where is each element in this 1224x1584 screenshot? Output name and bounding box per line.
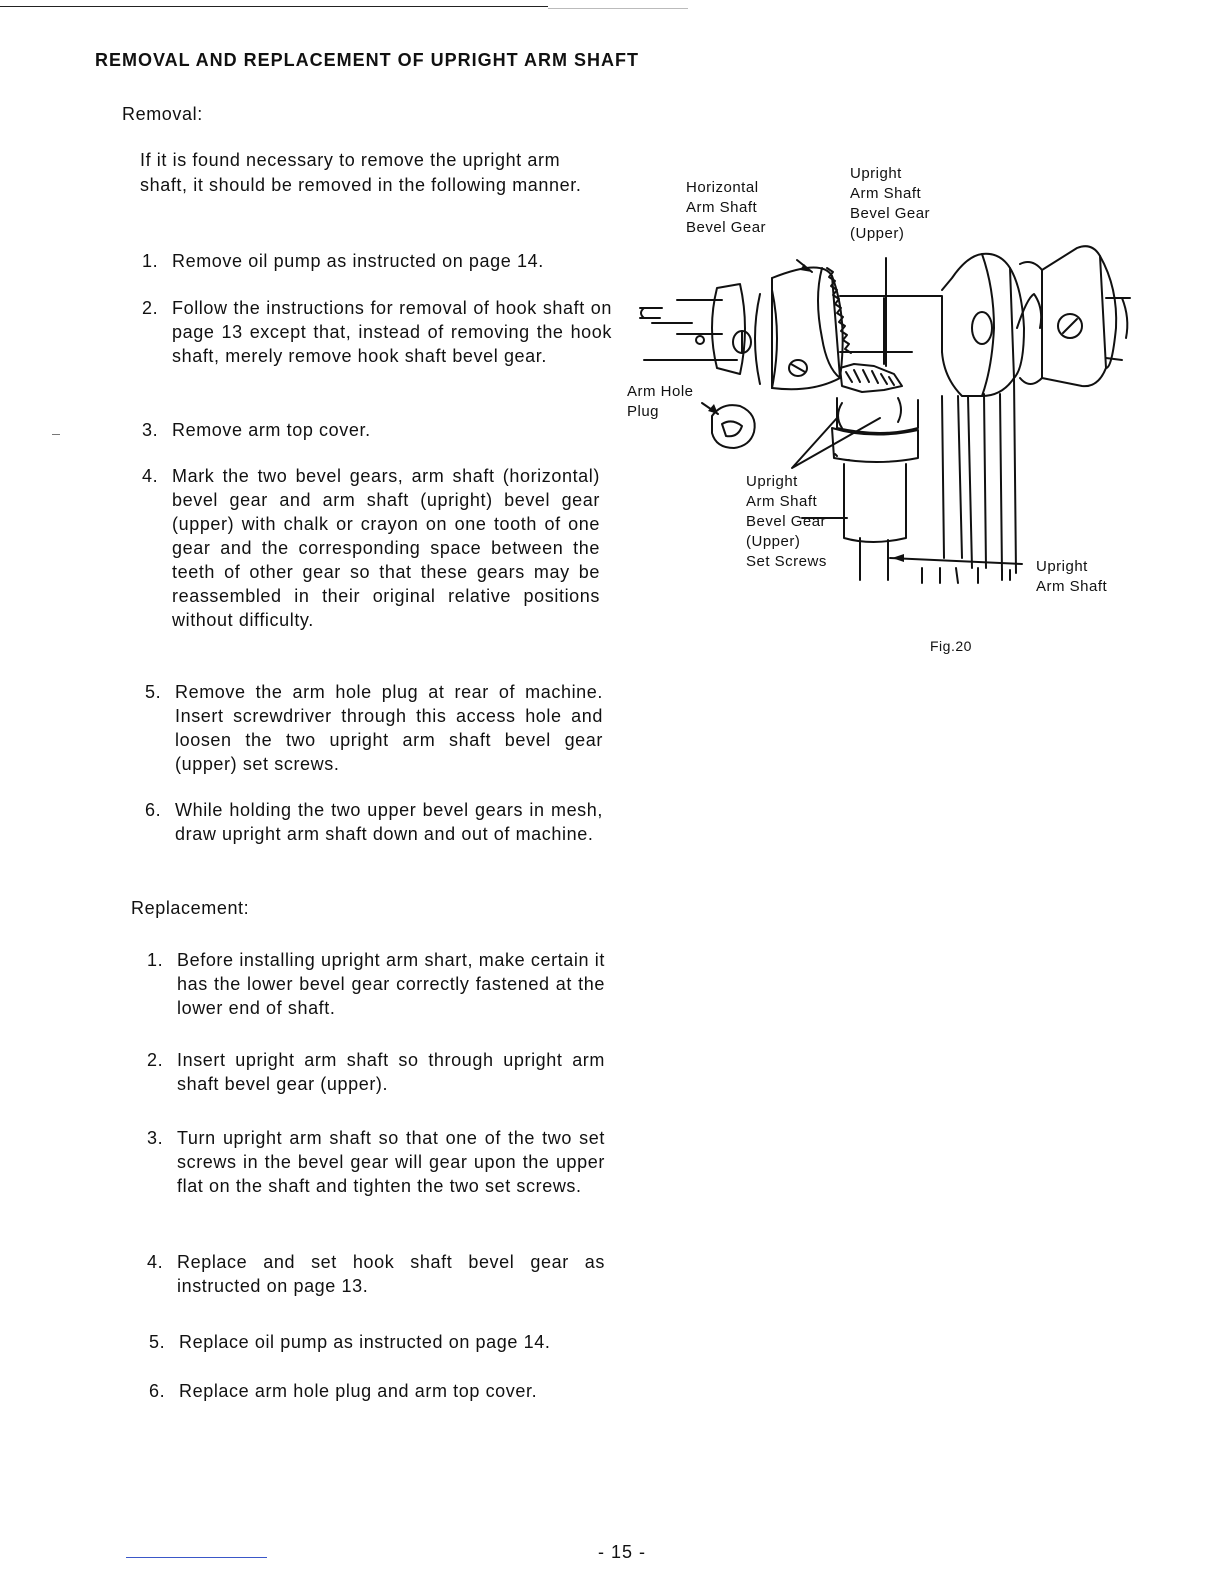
step-text: Insert upright arm shaft so through upright arm shaft bevel gear (upper).: [177, 1050, 605, 1094]
top-rule-faint: [548, 8, 688, 9]
step-text: Follow the instructions for removal of hook shaft on page 13 except that, instead of removing the hook shaft, merely remove hook shaft bevel gear.: [172, 298, 612, 366]
removal-step-1: [142, 249, 612, 273]
footer-link-line: [126, 1557, 267, 1558]
figure-caption: Fig.20: [930, 638, 972, 654]
step-number: 4.: [147, 1252, 164, 1272]
label-set-screws: Upright Arm Shaft Bevel Gear (Upper) Set Screws: [746, 473, 827, 570]
step-text: Remove arm top cover.: [172, 420, 371, 440]
step-text: Replace oil pump as instructed on page 14.: [179, 1332, 551, 1352]
label-horizontal-gear: Horizontal Arm Shaft Bevel Gear: [686, 179, 767, 236]
page-title: REMOVAL AND REPLACEMENT OF UPRIGHT ARM SHAFT: [95, 50, 639, 70]
label-upright-shaft: Upright Arm Shaft: [1036, 558, 1108, 595]
upright-arm-shaft-figure: [622, 228, 1132, 598]
step-text: Replace and set hook shaft bevel gear as instructed on page 13.: [177, 1252, 605, 1296]
step-number: 2.: [142, 298, 159, 318]
removal-heading: Removal:: [122, 104, 203, 124]
step-number: 4.: [142, 466, 159, 486]
step-number: 6.: [145, 800, 162, 820]
step-text: Remove oil pump as instructed on page 14.: [172, 251, 544, 271]
step-number: 5.: [149, 1332, 166, 1352]
step-text: Mark the two bevel gears, arm shaft (horizontal) bevel gear and arm shaft (upright) bevel gear (upper) with chalk or crayon on one tooth of one gear and the corresponding space between the teeth of other gear so that these gears may be reassembled in their original relative positions without difficulty.: [172, 466, 600, 630]
replacement-step-6: [149, 1379, 609, 1403]
removal-step-6: [145, 798, 603, 846]
replacement-step-4: [147, 1250, 605, 1298]
removal-step-3: [142, 418, 612, 442]
step-text: Remove the arm hole plug at rear of machine. Insert screwdriver through this access hole and loosen the two upright arm shaft bevel gear (upper) set screws.: [175, 682, 603, 774]
removal-step-4: [142, 464, 600, 632]
replacement-step-1: [147, 948, 605, 1020]
replacement-step-3: [147, 1126, 605, 1198]
page-number: - 15 -: [598, 1542, 647, 1562]
step-text: Turn upright arm shaft so that one of the two set screws in the bevel gear will gear upon the upper flat on the shaft and tighten the two set screws.: [177, 1128, 605, 1196]
step-text: Replace arm hole plug and arm top cover.: [179, 1381, 538, 1401]
removal-step-5: [145, 680, 603, 776]
top-rule: [0, 6, 548, 7]
replacement-heading: Replacement:: [131, 898, 250, 918]
label-arm-hole-plug: Arm Hole Plug: [627, 383, 694, 420]
step-number: 5.: [145, 682, 162, 702]
removal-step-2: [142, 296, 612, 368]
step-number: 2.: [147, 1050, 164, 1070]
replacement-step-2: [147, 1048, 605, 1096]
step-number: 1.: [147, 950, 164, 970]
step-number: 1.: [142, 251, 159, 271]
step-text: Before installing upright arm shart, make certain it has the lower bevel gear correctly fastened at the lower end of shaft.: [177, 950, 605, 1018]
replacement-step-5: [149, 1330, 609, 1354]
step-number: 6.: [149, 1381, 166, 1401]
step-number: 3.: [142, 420, 159, 440]
step-text: While holding the two upper bevel gears in mesh, draw upright arm shaft down and out of machine.: [175, 800, 603, 844]
removal-intro: If it is found necessary to remove the upright arm shaft, it should be removed in the following manner.: [140, 150, 582, 195]
step-number: 3.: [147, 1128, 164, 1148]
label-upright-gear: Upright Arm Shaft Bevel Gear (Upper): [850, 165, 931, 242]
margin-mark: [52, 434, 60, 435]
